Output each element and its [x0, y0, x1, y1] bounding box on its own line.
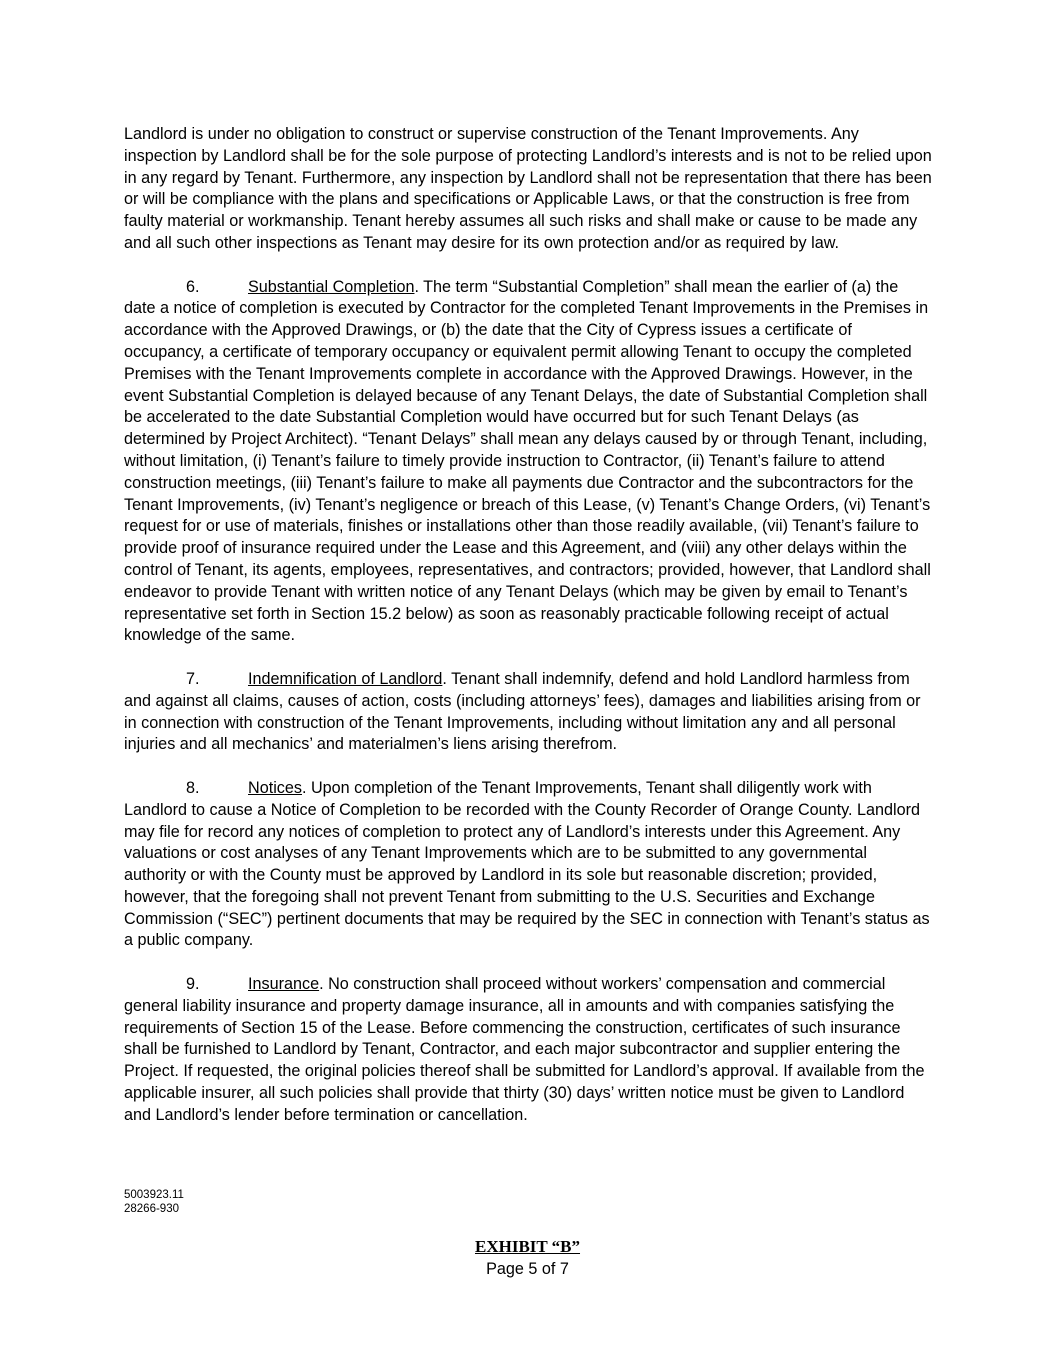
- section-body: . Upon completion of the Tenant Improvements, Tenant shall diligently work with Landlord to cause a Notice of Completion to be recorded with the County Recorder of Orange County. Landlord may file for record any notices of completion to protect any of Landlord’s interests under this Agreement. Any valuations or cost analyses of any Tenant Improvements which are to be submitted to any governmental authority or with the County must be approved by Landlord in its sole but reasonable discretion; provided, however, that the foregoing shall not prevent Tenant from submitting to the U.S. Securities and Exchange Commission (“SEC”) pertinent documents that may be required by the SEC in connection with Tenant’s status as a public company.: [124, 778, 930, 950]
- exhibit-label: [0, 1237, 1055, 1257]
- section-body: . No construction shall proceed without workers’ compensation and commercial general liability insurance and property damage insurance, all in amounts and with companies satisfying the requirements of Section 15 of the Lease. Before commencing the construction, certificates of such insurance shall be furnished to Landlord by Tenant, Contractor, and each major subcontractor and supplier entering the Project. If requested, the original policies thereof shall be submitted for Landlord’s approval. If available from the applicable insurer, all such policies shall provide that thirty (30) days’ written notice must be given to Landlord and Landlord’s lender before termination or cancellation.: [124, 975, 925, 1124]
- section-number: 6.: [186, 277, 200, 296]
- section-8: [124, 778, 932, 952]
- exhibit-label-text: EXHIBIT “B”: [474, 1237, 581, 1256]
- footer-codes: [124, 1188, 184, 1216]
- intro-paragraph: Landlord is under no obligation to construct or supervise construction of the Tenant Improvements. Any inspection by Landlord shall be for the sole purpose of protecting Landlord’s interests and is not to be relied upon in any regard by Tenant. Furthermore, any inspection by Landlord shall not be representation that there has been or will be compliance with the plans and specifications or Applicable Laws, or that the construction is free from faulty material or workmanship. Tenant hereby assumes all such risks and shall make or cause to be made any and all such other inspections as Tenant may desire for its own protection and/or as required by law.: [124, 125, 932, 252]
- section-heading: Substantial Completion: [248, 277, 415, 296]
- section-heading: Insurance: [248, 975, 320, 994]
- doc-code: 5003923.11: [124, 1189, 184, 1201]
- page-number: Page 5 of 7: [486, 1260, 569, 1278]
- section-9: [124, 974, 932, 1127]
- section-7: [124, 669, 932, 756]
- section-number: 8.: [186, 778, 200, 797]
- section-body: . The term “Substantial Completion” shall mean the earlier of (a) the date a notice of completion is executed by Contractor for the completed Tenant Improvements in the Premises in accordance with the Approved Drawings, or (b) the date that the City of Cypress issues a certificate of occupancy, a certificate of temporary occupancy or equivalent permit allowing Tenant to occupy the completed Premises with the Tenant Improvements complete in accordance with the Approved Drawings. However, in the event Substantial Completion is delayed because of any Tenant Delays, the date of Substantial Completion shall be accelerated to the date Substantial Completion would have occurred but for such Tenant Delays (as determined by Project Architect). “Tenant Delays” shall mean any delays caused by or through Tenant, including, without limitation, (i) Tenant’s failure to timely provide instruction to Contractor, (ii) Tenant’s failure to attend construction meetings, (iii) Tenant’s failure to make all payments due Contractor and the subcontractors for the Tenant Improvements, (iv) Tenant’s negligence or breach of this Lease, (v) Tenant’s Change Orders, (vi) Tenant’s request for or use of materials, finishes or installations other than those readily available, (vii) Tenant’s failure to provide proof of insurance required under the Lease and this Agreement, and (viii) any other delays within the control of Tenant, its agents, employees, representatives, and contractors; provided, however, that Landlord shall endeavor to provide Tenant with written notice of any Tenant Delays (which may be given by email to Tenant’s representative set forth in Section 15.2 below) as soon as reasonably practicable following receipt of actual knowledge of the same.: [124, 277, 931, 645]
- matter-code: 28266-930: [124, 1203, 179, 1215]
- section-heading: Indemnification of Landlord: [248, 669, 443, 688]
- section-heading: Notices: [248, 778, 302, 797]
- section-number: 7.: [186, 669, 200, 688]
- section-number: 9.: [186, 975, 200, 994]
- section-body: . Tenant shall indemnify, defend and hold Landlord harmless from and against all claims, causes of action, costs (including attorneys’ fees), damages and liabilities arising from or in connection with construction of the Tenant Improvements, including without limitation any and all personal injuries and all mechanics’ and materialmen’s liens arising therefrom.: [124, 669, 921, 754]
- document-body: [124, 124, 932, 1148]
- section-6: [124, 277, 932, 648]
